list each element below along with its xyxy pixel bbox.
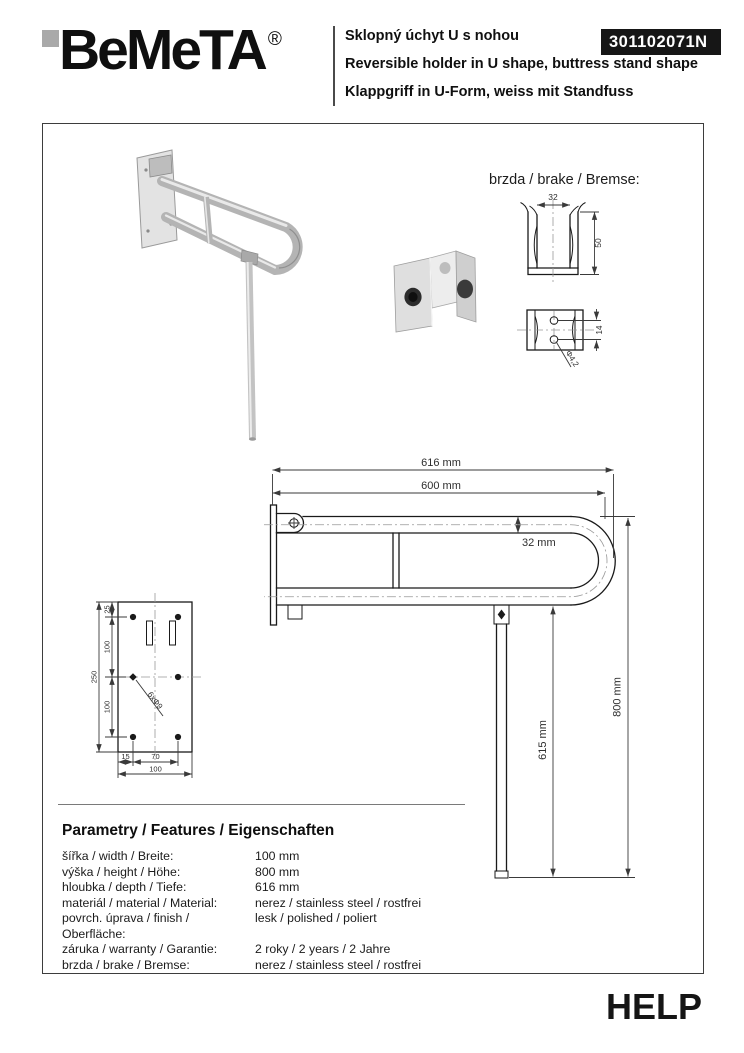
wall-plate-drawing	[90, 593, 202, 778]
total-height-dim: 800 mm	[611, 677, 624, 717]
tube-diameter-dim: 32 mm	[522, 537, 556, 549]
table-row	[62, 942, 462, 958]
bar-length-outer-dim: 616 mm	[421, 457, 461, 469]
product-code-badge: 301102071N	[601, 29, 721, 55]
plate-bottom-center-dim: 70	[151, 752, 160, 761]
registered-trademark-symbol: ®	[267, 29, 282, 50]
brake-width-dim: 32	[548, 192, 558, 202]
brake-section-label: brzda / brake / Bremse:	[489, 172, 640, 188]
param-label: hloubka / depth / Tiefe:	[62, 880, 187, 894]
table-row	[62, 865, 462, 881]
bar-length-inner-dim: 600 mm	[421, 480, 461, 492]
help-watermark: HELP	[606, 986, 703, 1027]
param-value: nerez / stainless steel / rostfrei	[255, 895, 422, 910]
plate-bottom-left-dim: 15	[121, 752, 130, 761]
table-row	[62, 911, 462, 942]
table-row	[62, 849, 462, 865]
plate-top-offset-dim: 25	[102, 605, 112, 614]
brake-hole-spacing-dim: 14	[595, 325, 604, 335]
plate-upper-span-dim: 100	[102, 640, 112, 654]
brake-top-view-drawing	[517, 309, 604, 369]
parameters-divider-line	[58, 804, 465, 805]
table-row	[62, 880, 462, 896]
param-value: 100 mm	[255, 849, 300, 863]
leg-height-dim: 615 mm	[537, 720, 549, 760]
parameters-table	[62, 849, 462, 973]
plate-bottom-overall-dim: 100	[149, 764, 162, 774]
param-label: povrch. úprava / finish / Oberfläche:	[62, 911, 190, 941]
param-label: záruka / warranty / Garantie:	[62, 942, 218, 956]
param-value: 2 roky / 2 years / 2 Jahre	[255, 942, 391, 956]
plate-lower-span-dim: 100	[102, 700, 112, 714]
param-value: lesk / polished / poliert	[255, 911, 377, 925]
param-value: nerez / stainless steel / rostfrei	[255, 957, 422, 972]
brake-hole-diameter-dim: Φ4,2	[563, 348, 581, 369]
product-title-german: Klappgriff in U-Form, weiss mit Standfuss	[345, 84, 634, 100]
param-label: šířka / width / Breite:	[62, 849, 174, 863]
brake-bracket-photo	[394, 251, 476, 332]
param-label: brzda / brake / Bremse:	[62, 957, 190, 972]
param-value: 800 mm	[255, 864, 300, 879]
brake-profile-drawing	[521, 192, 604, 282]
plate-overall-height-dim: 250	[89, 670, 99, 684]
param-label: výška / height / Höhe:	[62, 864, 181, 879]
parameters-heading: Parametry / Features / Eigenschaften	[62, 822, 335, 839]
grab-bar-side-view-drawing	[264, 457, 635, 878]
param-value: 616 mm	[255, 880, 300, 894]
param-label: materiál / material / Material:	[62, 895, 218, 910]
table-row	[62, 896, 462, 912]
plate-holes-callout: 6xΦ9	[145, 690, 165, 711]
product-title-english: Reversible holder in U shape, buttress stand shape	[345, 56, 698, 72]
table-row	[62, 958, 462, 974]
brake-height-dim: 50	[593, 238, 603, 248]
product-title-czech: Sklopný úchyt U s nohou	[345, 28, 520, 44]
brand-logo-text: BeMeTA	[59, 18, 265, 82]
product-photo	[137, 150, 300, 441]
